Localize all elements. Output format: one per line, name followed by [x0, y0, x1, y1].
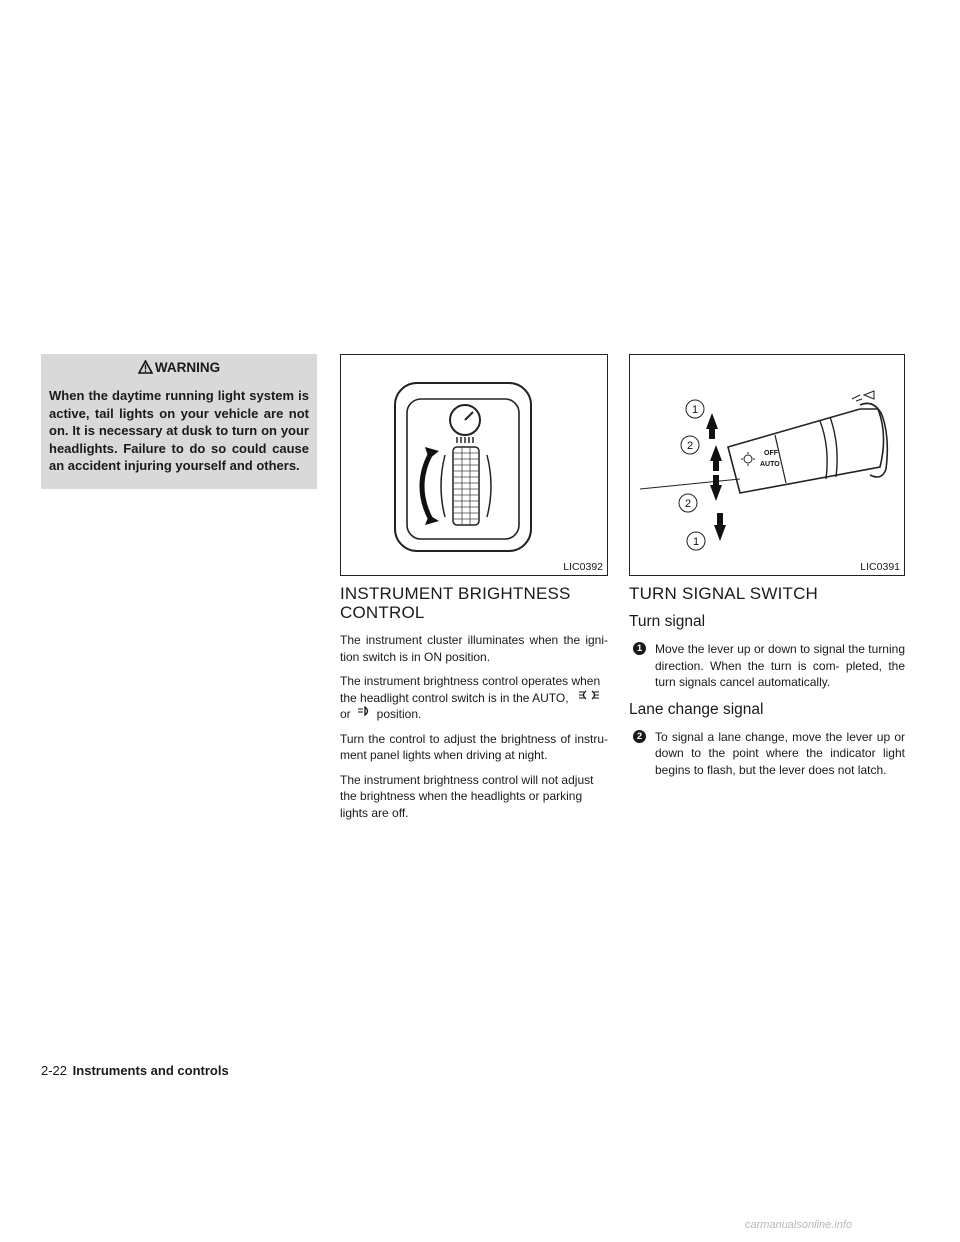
turn-signal-lever-illustration — [630, 355, 904, 575]
brightness-dial-illustration — [341, 355, 607, 575]
callout-2-up: 2 — [686, 440, 694, 452]
left-column — [41, 354, 317, 489]
step-number-badge: 2 — [633, 730, 646, 743]
footer-section-name: Instruments and controls — [72, 1063, 229, 1078]
instrument-brightness-figure — [340, 354, 608, 576]
figure-code: LIC0392 — [563, 561, 603, 573]
watermark: carmanualsonline.info — [745, 1219, 853, 1231]
step-text: To signal a lane change, move the lever up or down to the point where the indicator light begins to flash, but the lever does not latch. — [655, 729, 905, 777]
turn-signal-figure — [629, 354, 905, 576]
warning-box — [41, 354, 317, 489]
paragraph: The instrument cluster illuminates when the igni- tion switch is in ON position. — [340, 633, 608, 664]
warning-text: When the daytime running light system is active, tail lights on your vehicle are not on. It is necessary at dusk to turn on your headlights. Failure to do so could cause an accident injuring yourself and others. — [49, 388, 309, 473]
step-item — [629, 729, 905, 779]
callout-1-up: 1 — [691, 404, 699, 416]
auto-label: AUTO — [760, 461, 780, 468]
warning-title: WARNING — [154, 360, 221, 375]
callout-2-down: 2 — [684, 498, 692, 510]
parking-light-icon — [578, 690, 600, 700]
subheading: Turn signal — [629, 613, 706, 630]
step-text: Move the lever up or down to signal the turning direction. When the turn is com- pleted, the turn signals cancel automatically. — [655, 642, 905, 689]
page-number: 2-22 — [41, 1063, 68, 1078]
headlight-icon — [357, 706, 371, 716]
right-column — [629, 354, 905, 788]
paragraph-with-icons: The instrument brightness control operates when the headlight control switch is in the AUTO, or position. — [340, 674, 601, 721]
off-label: OFF — [764, 450, 778, 457]
callout-1-down: 1 — [692, 536, 700, 548]
warning-heading — [49, 360, 309, 375]
middle-column — [340, 354, 608, 829]
section-heading: INSTRUMENT BRIGHTNESS CONTROL — [340, 584, 571, 622]
paragraph: Turn the control to adjust the brightness of instru- ment panel lights when driving at night. — [340, 731, 608, 762]
subheading: Lane change signal — [629, 700, 764, 718]
section-heading: TURN SIGNAL SWITCH — [629, 584, 819, 603]
page-footer — [41, 1063, 229, 1078]
paragraph: The instrument brightness control will not adjust the brightness when the headlights or parking lights are off. — [340, 772, 594, 820]
figure-code: LIC0391 — [860, 561, 900, 573]
step-number-badge: 1 — [633, 642, 646, 655]
warning-triangle-icon — [138, 360, 153, 374]
step-item — [629, 641, 905, 691]
